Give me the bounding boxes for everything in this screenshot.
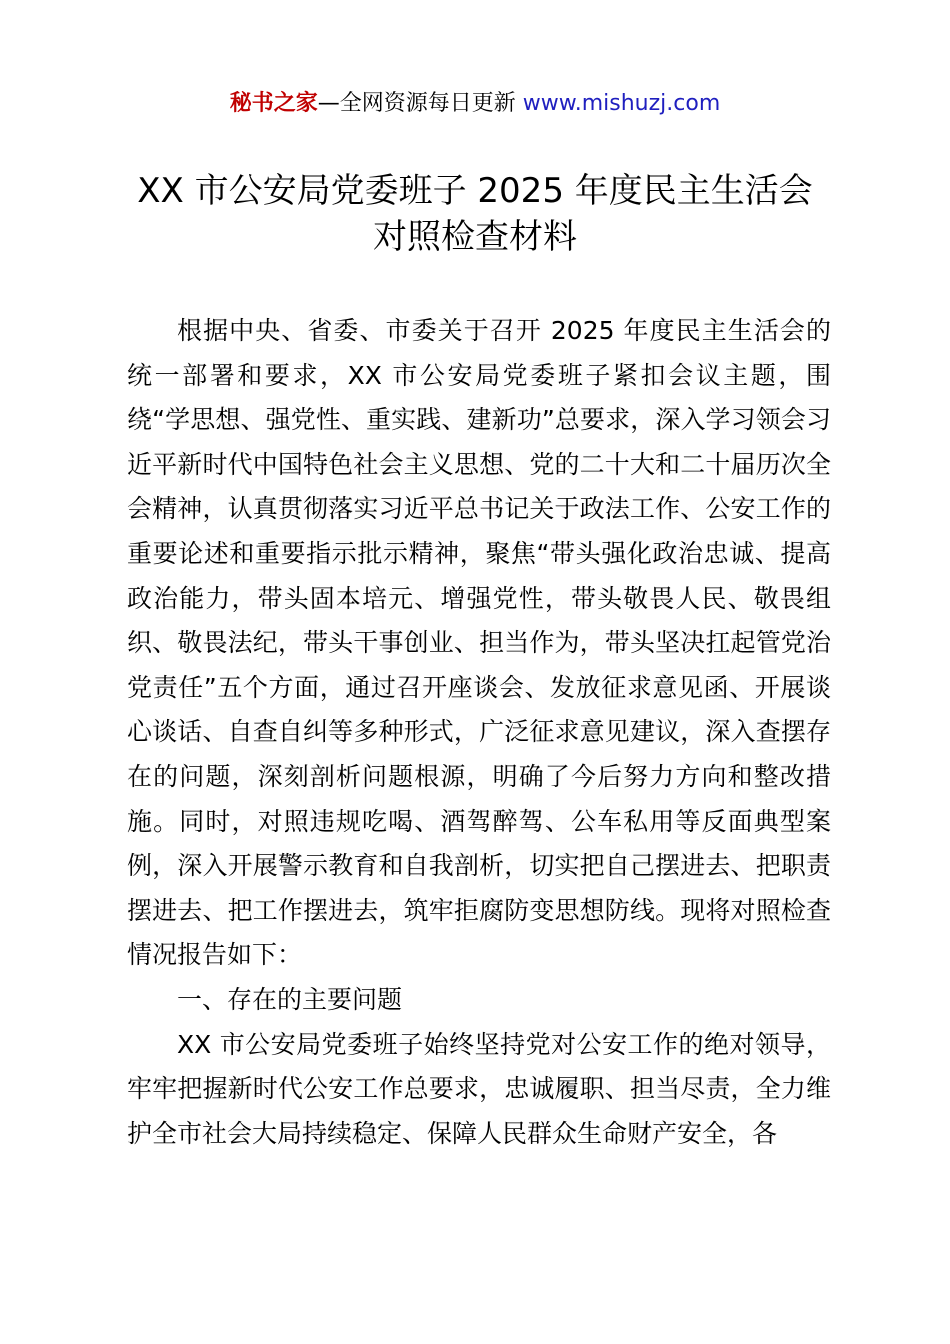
site-header <box>0 86 950 122</box>
site-url-link[interactable]: www.mishuzj.com <box>522 91 721 116</box>
section-paragraph-1: XX 市公安局党委班子始终坚持党对公安工作的绝对领导，牢牢把握新时代公安工作总要求，忠诚履职、担当尽责，全力维护全市社会大局持续稳定、保障人民群众生命财产安全，各 <box>127 1029 831 1148</box>
title-line-1: XX 市公安局党委班子 2025 年度民主生活会 <box>137 171 813 211</box>
header-slogan: —全网资源每日更新 <box>317 91 516 116</box>
intro-paragraph: 根据中央、省委、市委关于召开 2025 年度民主生活会的统一部署和要求，XX 市公安局党委班子紧扣会议主题，围绕“学思想、强党性、重实践、建新功”总要求，深入学习领会习近平新时代中国特色社会主义思想、党的二十大和二十届历次全会精神，认真贯彻落实习近平总书记关于政法工作、公安工作的重要论述和重要指示批示精神，聚焦“带头强化政治忠诚、提高政治能力，带头固本培元、增强党性，带头敬畏人民、敬畏组织、敬畏法纪，带头干事创业、担当作为，带头坚决扛起管党治党责任”五个方面，通过召开座谈会、发放征求意见函、开展谈心谈话、自查自纠等多种形式，广泛征求意见建议，深入查摆存在的问题，深刻剖析问题根源，明确了今后努力方向和整改措施。同时，对照违规吃喝、酒驾醉驾、公车私用等反面典型案例，深入开展警示教育和自我剖析，切实把自己摆进去、把职责摆进去、把工作摆进去，筑牢拒腐防变思想防线。现将对照检查情况报告如下： <box>127 316 831 970</box>
document-title <box>0 168 950 260</box>
section-heading-1: 一、存在的主要问题 <box>177 984 403 1014</box>
title-line-2: 对照检查材料 <box>373 217 577 257</box>
brand-name: 秘书之家 <box>229 91 318 116</box>
document-body <box>127 309 831 1156</box>
